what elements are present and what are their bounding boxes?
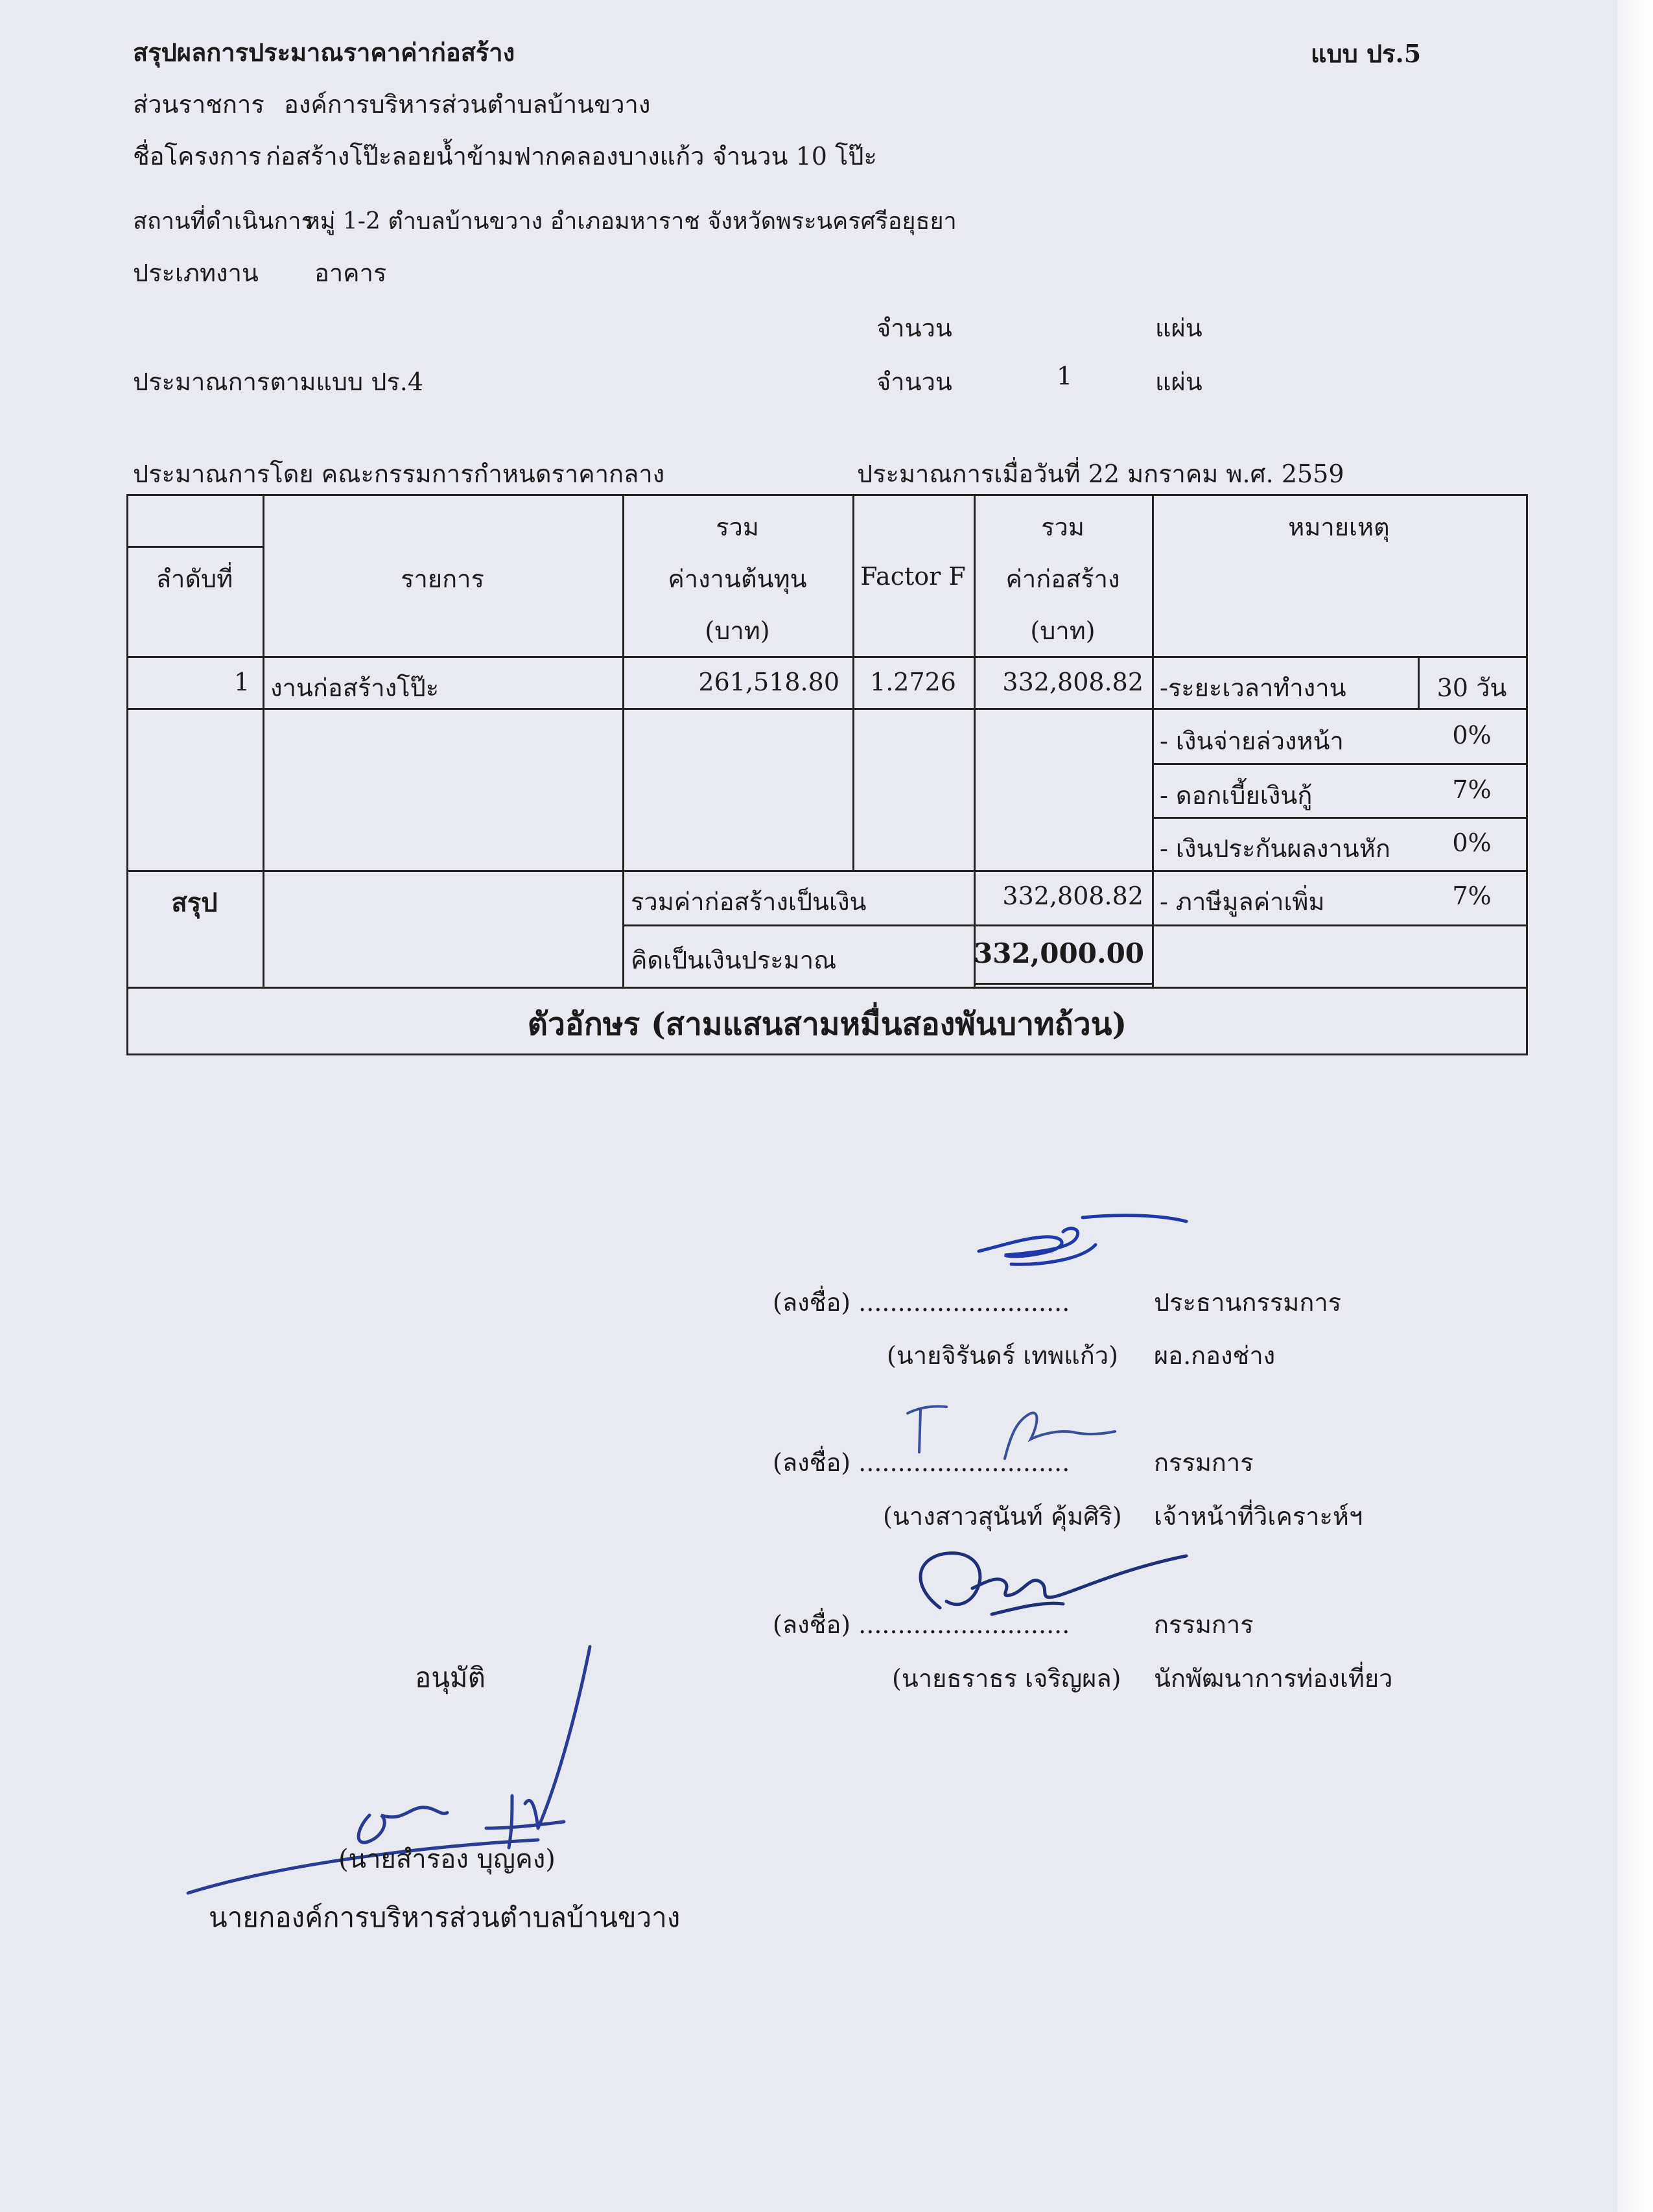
signature-3-name: (นายธราธร เจริญผล): [892, 1664, 1121, 1693]
signature-2-position: เจ้าหน้าที่วิเคราะห์ฯ: [1154, 1502, 1363, 1531]
form-code: แบบ ปร.5: [1311, 39, 1422, 68]
work-type-value: อาคาร: [314, 259, 387, 287]
row1-factor: 1.2726: [870, 668, 956, 696]
signature-3-prefix: (ลงชื่อ) ...........................: [773, 1610, 1070, 1639]
col-header-build-line2: ค่าก่อสร้าง: [1005, 565, 1120, 593]
col-header-no: ลำดับที่: [156, 565, 233, 593]
signature-1-name: (นายจิรันดร์ เทพแก้ว): [887, 1341, 1118, 1370]
remark-retention-label: - เงินประกันผลงานหัก: [1160, 834, 1390, 863]
approval-label: อนุมัติ: [415, 1662, 486, 1693]
col-header-build-line1: รวม: [1041, 513, 1084, 541]
row1-cost: 261,518.80: [698, 668, 839, 696]
signature-1-mark: [966, 1206, 1199, 1293]
row1-no: 1: [233, 668, 250, 696]
remark-advance-value: 0%: [1452, 721, 1492, 749]
count-label-2: จำนวน: [876, 368, 952, 396]
agency-value: องค์การบริหารส่วนตำบลบ้านขวาง: [284, 90, 651, 119]
project-value: ก่อสร้างโป๊ะลอยน้ำข้ามฟากคลองบางแก้ว จำนวน 10 โป๊ะ: [266, 142, 877, 171]
summary-total-value: 332,808.82: [1002, 882, 1143, 910]
signature-2-role: กรรมการ: [1154, 1448, 1254, 1477]
signature-3-position: นักพัฒนาการท่องเที่ยว: [1154, 1664, 1393, 1693]
location-value: หมู่ 1-2 ตำบลบ้านขวาง อำเภอมหาราช จังหวัดพระนครศรีอยุธยา: [305, 208, 957, 235]
remark-advance-label: - เงินจ่ายล่วงหน้า: [1160, 727, 1344, 755]
summary-label: สรุป: [171, 888, 218, 918]
approval-name: (นายสำรอง บุญคง): [338, 1844, 556, 1874]
signature-3-role: กรรมการ: [1154, 1610, 1254, 1639]
count-value-2: 1: [1057, 362, 1073, 390]
count-unit-2: แผ่น: [1155, 368, 1202, 396]
row1-build: 332,808.82: [1002, 668, 1143, 696]
location-label: สถานที่ดำเนินการ: [133, 208, 314, 235]
remark-duration-value: 30 วัน: [1436, 674, 1507, 702]
remark-vat-value: 7%: [1452, 882, 1492, 910]
document-title: สรุปผลการประมาณราคาค่าก่อสร้าง: [133, 38, 515, 67]
estimate-form-label: ประมาณการตามแบบ ปร.4: [133, 368, 424, 396]
signature-2-prefix: (ลงชื่อ) ...........................: [773, 1448, 1070, 1477]
signature-1-role: ประธานกรรมการ: [1154, 1288, 1342, 1317]
approval-position: นายกองค์การบริหารส่วนตำบลบ้านขวาง: [209, 1901, 681, 1933]
signature-2-name: (นางสาวสุนันท์ คุ้มศิริ): [883, 1502, 1122, 1531]
col-header-factor: Factor F: [860, 562, 966, 591]
col-header-cost-line1: รวม: [716, 513, 759, 541]
count-label-1: จำนวน: [876, 314, 952, 342]
col-header-item: รายการ: [401, 565, 484, 593]
summary-total-label: รวมค่าก่อสร้างเป็นเงิน: [631, 888, 867, 916]
remark-duration-label: -ระยะเวลาทำงาน: [1160, 674, 1346, 702]
summary-approx-label: คิดเป็นเงินประมาณ: [631, 946, 837, 974]
remark-interest-value: 7%: [1452, 775, 1492, 804]
amount-in-words: ตัวอักษร (สามแสนสามหมื่นสองพันบาทถ้วน): [527, 1006, 1127, 1042]
signature-1-prefix: (ลงชื่อ) ...........................: [773, 1288, 1070, 1317]
scan-edge: [1617, 0, 1653, 2212]
col-header-build-line3: (บาท): [1030, 617, 1096, 645]
col-header-remark: หมายเหตุ: [1288, 513, 1390, 541]
remark-interest-label: - ดอกเบี้ยเงินกู้: [1160, 781, 1313, 810]
row1-item: งานก่อสร้างโป๊ะ: [270, 674, 440, 702]
estimated-date: ประมาณการเมื่อวันที่ 22 มกราคม พ.ศ. 2559: [857, 460, 1344, 488]
col-header-cost-line2: ค่างานต้นทุน: [668, 565, 807, 593]
project-label: ชื่อโครงการ: [133, 142, 262, 171]
count-unit-1: แผ่น: [1155, 314, 1202, 342]
work-type-label: ประเภทงาน: [133, 259, 259, 287]
remark-retention-value: 0%: [1452, 829, 1492, 857]
estimated-by: ประมาณการโดย คณะกรรมการกำหนดราคากลาง: [133, 460, 665, 488]
summary-approx-value: 332,000.00: [974, 937, 1145, 969]
signature-1-position: ผอ.กองช่าง: [1154, 1341, 1276, 1370]
remark-vat-label: - ภาษีมูลค่าเพิ่ม: [1160, 888, 1325, 916]
agency-label: ส่วนราชการ: [133, 90, 264, 119]
col-header-cost-line3: (บาท): [705, 617, 770, 645]
summary-table: [126, 494, 1528, 1055]
